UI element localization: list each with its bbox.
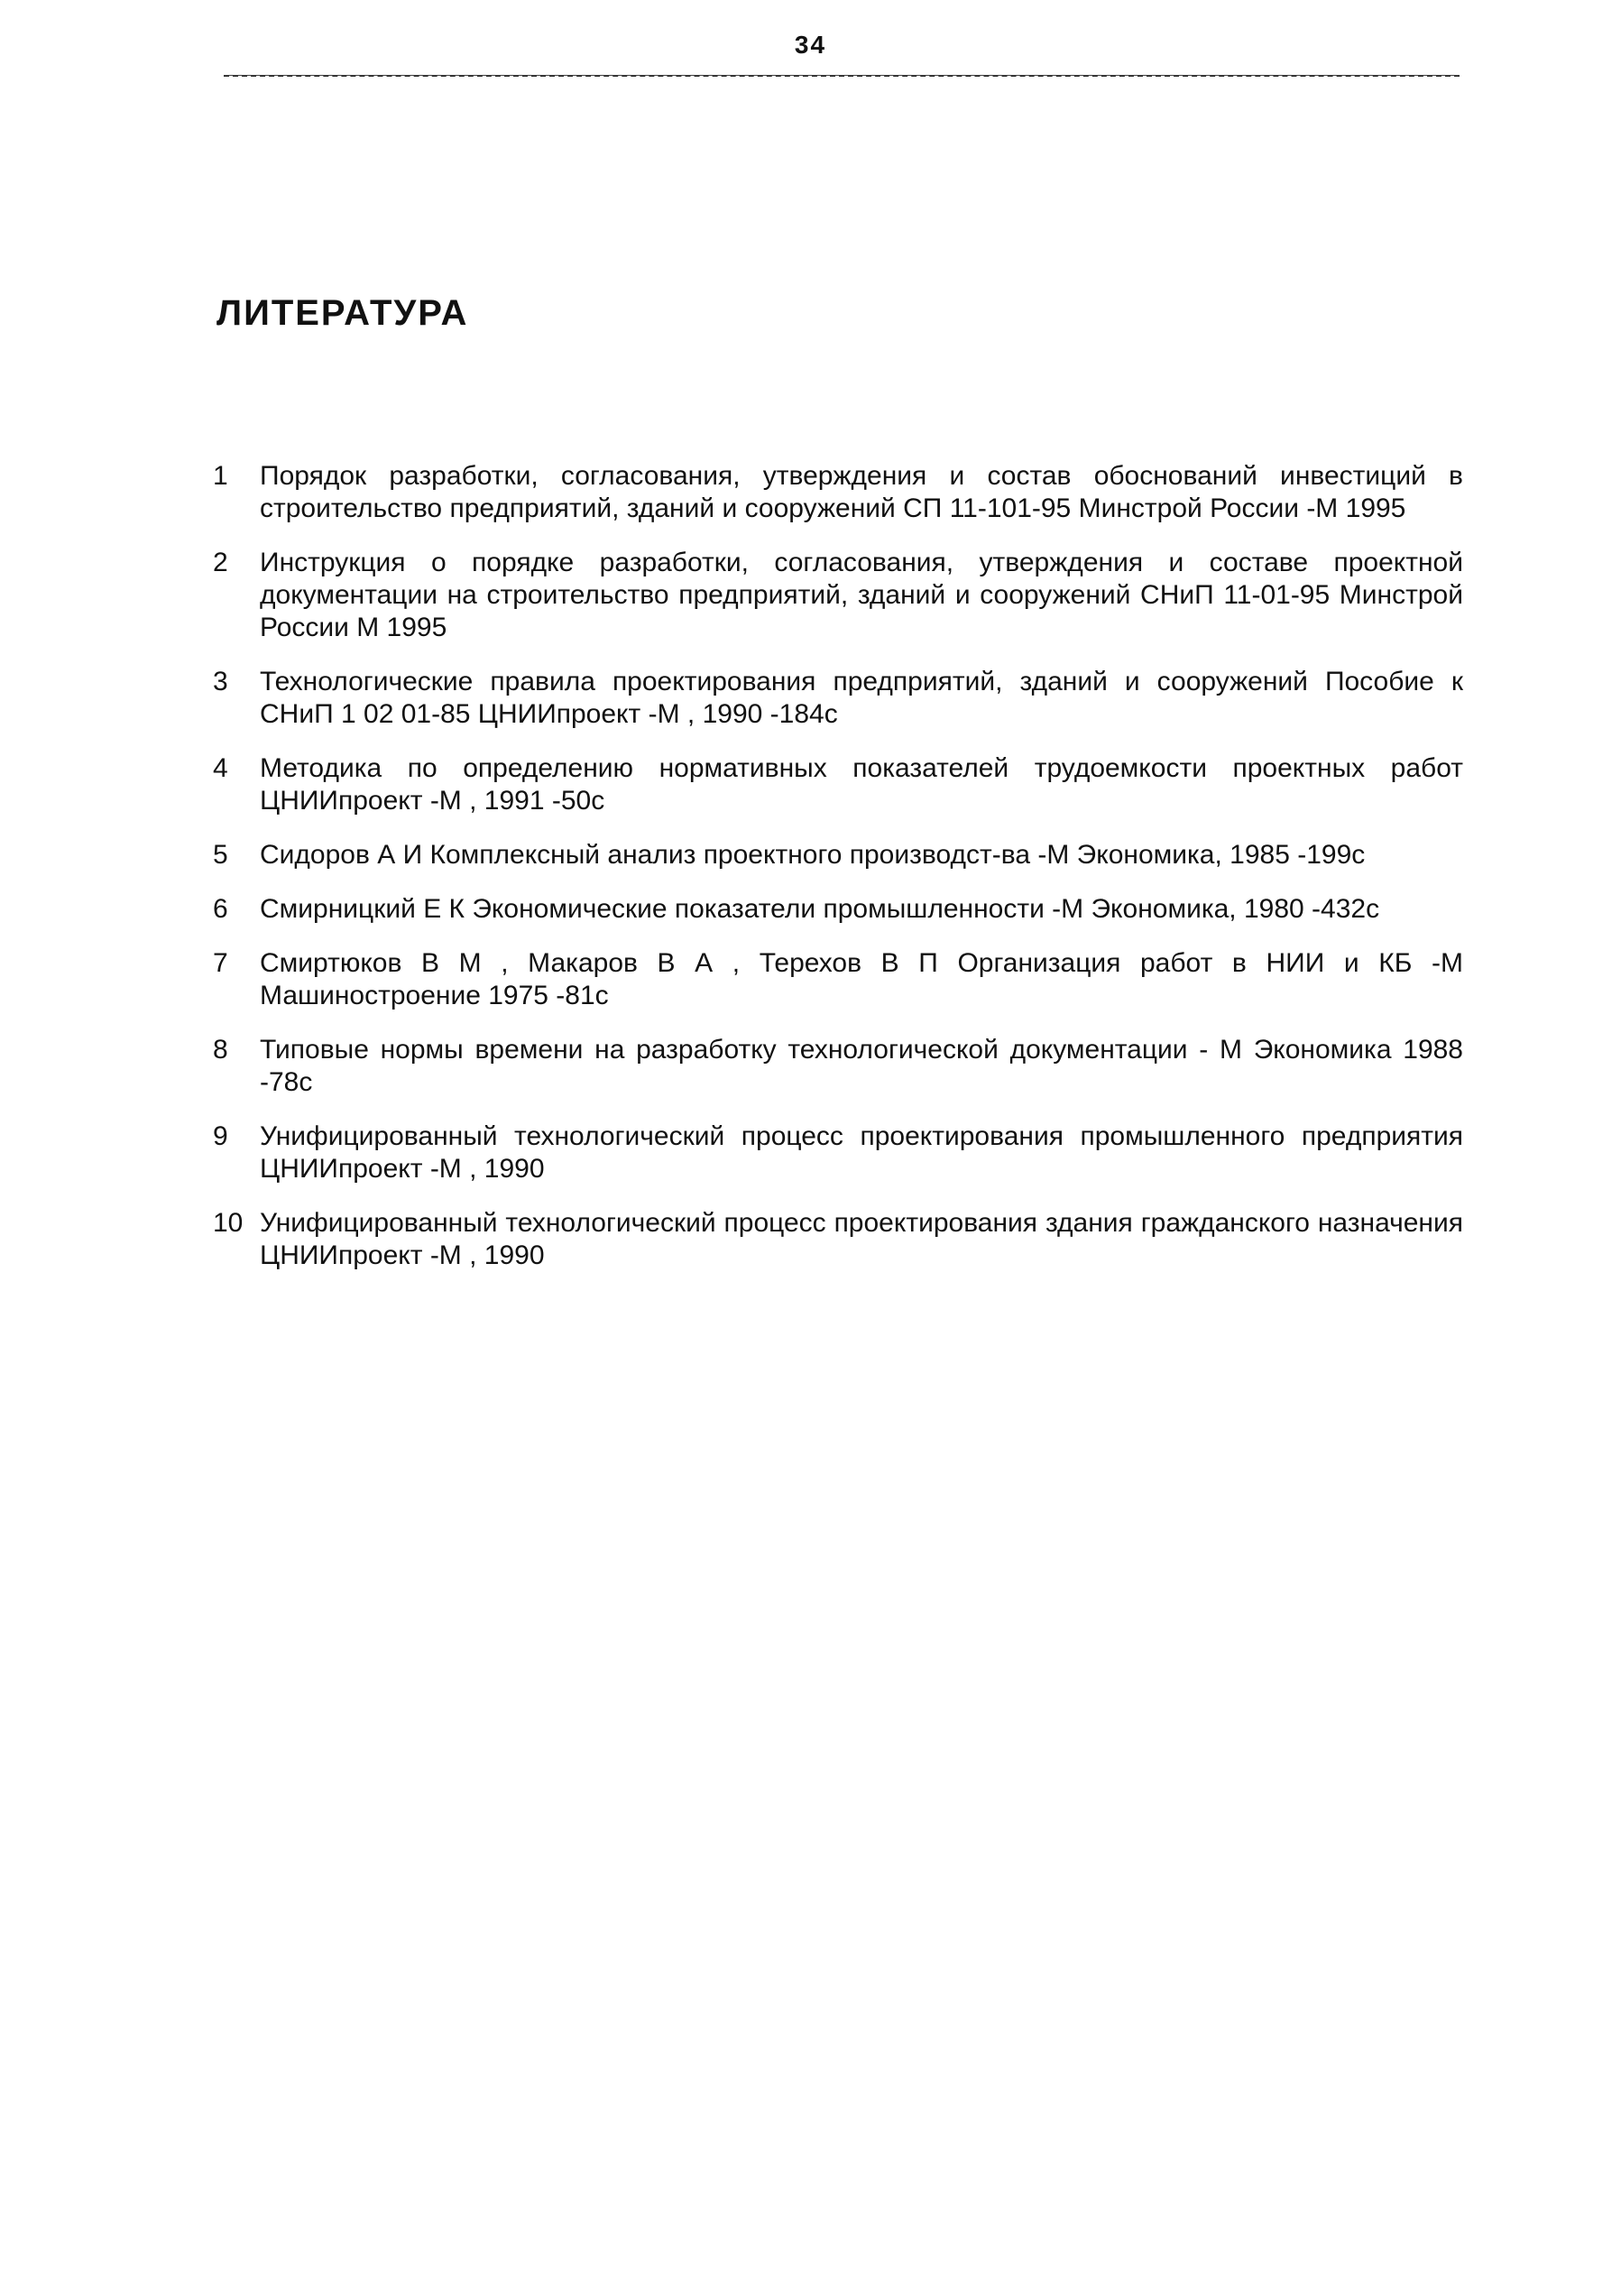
- reference-item: [213, 1034, 1463, 1099]
- reference-number: 9: [213, 1121, 228, 1151]
- reference-text: Порядок разработки, согласования, утверждения и состав обоснований инвестиций в строительство предприятий, зданий и сооружений СП 11-101-95 Минстрой России -М 1995: [260, 461, 1463, 523]
- reference-text: Смирницкий Е К Экономические показатели промышленности -М Экономика, 1980 -432с: [260, 894, 1380, 924]
- reference-text: Сидоров А И Комплексный анализ проектного производст-ва -М Экономика, 1985 -199с: [260, 840, 1366, 870]
- header-divider: [224, 75, 1460, 77]
- reference-number: 6: [213, 894, 228, 924]
- reference-item: [213, 947, 1463, 1012]
- reference-number: 3: [213, 667, 228, 696]
- reference-number: 8: [213, 1035, 228, 1065]
- reference-item: [213, 460, 1463, 525]
- reference-text: Унифицированный технологический процесс проектирования здания гражданского назначения ЦНИИпроект -М , 1990: [260, 1208, 1463, 1270]
- reference-item: [213, 893, 1463, 926]
- reference-text: Смиртюков В М , Макаров В А , Терехов В П Организация работ в НИИ и КБ -М Машиностроение 1975 -81с: [260, 948, 1463, 1010]
- reference-text: Унифицированный технологический процесс проектирования промышленного предприятия ЦНИИпроект -М , 1990: [260, 1121, 1463, 1184]
- reference-number: 5: [213, 840, 228, 870]
- reference-number: 4: [213, 753, 228, 783]
- reference-number: 10: [213, 1208, 244, 1238]
- reference-text: Методика по определению нормативных показателей трудоемкости проектных работ ЦНИИпроект -М , 1991 -50с: [260, 753, 1463, 816]
- reference-number: 1: [213, 461, 228, 491]
- reference-item: [213, 1120, 1463, 1185]
- reference-list: [213, 460, 1463, 1294]
- reference-item: [213, 839, 1463, 871]
- reference-item: [213, 547, 1463, 644]
- reference-number: 7: [213, 948, 228, 978]
- reference-number: 2: [213, 548, 228, 577]
- reference-item: [213, 752, 1463, 817]
- reference-text: Технологические правила проектирования предприятий, зданий и сооружений Пособие к СНиП 1 02 01-85 ЦНИИпроект -М , 1990 -184с: [260, 667, 1463, 729]
- reference-item: [213, 1207, 1463, 1272]
- reference-text: Инструкция о порядке разработки, согласования, утверждения и составе проектной документации на строительство предприятий, зданий и сооружений СНиП 11-01-95 Минстрой России М 1995: [260, 548, 1463, 642]
- reference-text: Типовые нормы времени на разработку технологической документации - М Экономика 1988 -78с: [260, 1035, 1463, 1097]
- page-number: 34: [794, 31, 827, 59]
- section-title: ЛИТЕРАТУРА: [216, 293, 469, 333]
- reference-item: [213, 666, 1463, 731]
